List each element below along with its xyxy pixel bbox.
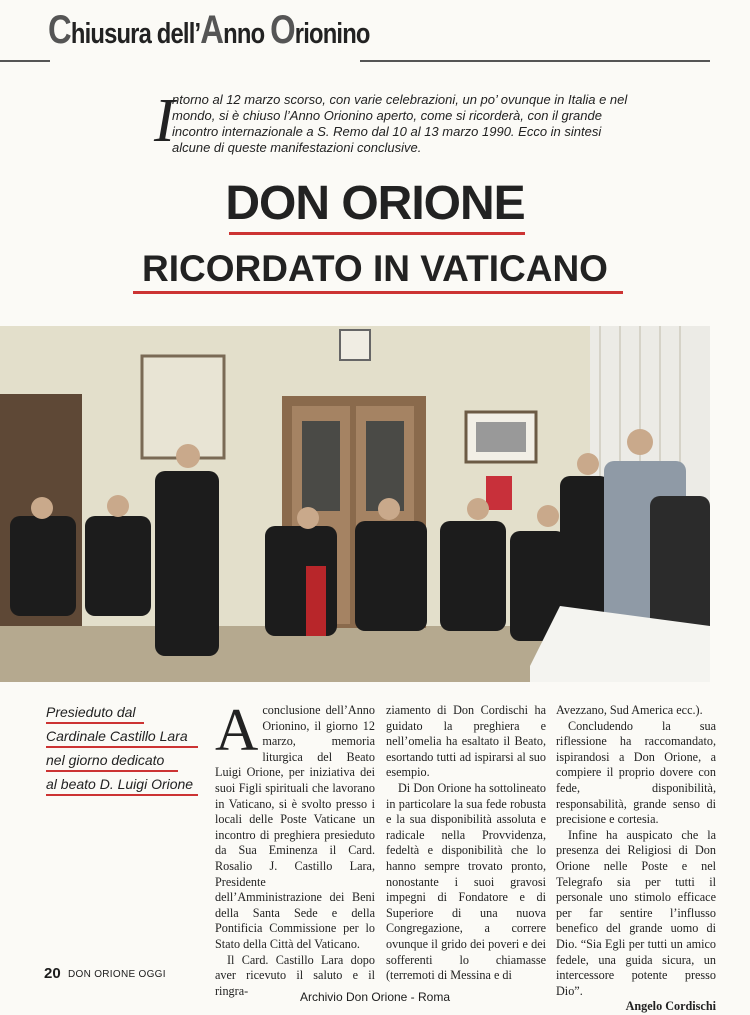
intro-text: ntorno al 12 marzo scorso, con varie celebrazioni, un po’ ovunque in Italia e nel mondo, si è chiuso l’Anno Orionino aperto, come si ricorderà, con il grande incontro internazionale a S. Remo dal 10 al 13 marzo 1990. Ecco in sintesi alcune di queste manifestazioni conclusive. bbox=[172, 92, 628, 155]
article-drop-cap: A bbox=[215, 697, 259, 763]
subheadline: RICORDATO IN VATICANO bbox=[142, 248, 608, 289]
headline: DON ORIONE bbox=[225, 177, 525, 230]
article-column-1 bbox=[215, 697, 375, 999]
publication-name: DON ORIONE OGGI bbox=[68, 969, 166, 980]
caption-underline bbox=[46, 722, 144, 724]
article-paragraph: Infine ha auspicato che la presenza dei Religiosi di Don Orione nelle Poste e nel Telegrafo sia per tutti il personale uno stimolo efficace per far sentire l’influsso benefico del grande uomo di Dio. “Sia Egli per tutti un amico fedele, una guida sicura, un intercessore potente presso Dio”. bbox=[556, 827, 716, 998]
article-paragraph: conclusione dell’Anno Orionino, il giorno 12 marzo, memoria liturgica del Beato Luigi Orione, per iniziativa dei suoi Figli spirituali che lavorano in Vaticano, si è svolto presso i locali delle Poste Vaticane un incontro di preghiera presieduto da Sua Eminenza il Card. Rosalio J. Castillo Lara, Presidente dell’Amministrazione dei Beni della Santa Sede e della Pontificia Commissione per lo Stato della Città del Vaticano. bbox=[215, 703, 375, 951]
article-photo bbox=[0, 326, 710, 682]
caption-line: Cardinale Castillo Lara bbox=[46, 728, 188, 744]
subheadline-underline bbox=[133, 291, 623, 294]
article-paragraph: Avezzano, Sud America ecc.). bbox=[556, 703, 703, 717]
header-rule-right bbox=[360, 60, 710, 62]
article-signature: Angelo Cordischi bbox=[625, 999, 716, 1014]
caption-underline bbox=[46, 794, 198, 796]
article-paragraph: Concludendo la sua riflessione ha raccomandato, ispirandosi a Don Orione, a compiere il proprio dovere con fede, disponibilità, responsabilità, grande senso di precisione e cortesia. bbox=[556, 718, 716, 827]
caption-underline bbox=[46, 770, 178, 772]
photo-clergy-meeting-icon bbox=[0, 326, 710, 682]
section-title: Chiusura dell’Anno Orionino bbox=[48, 8, 370, 52]
article-column-2 bbox=[386, 703, 546, 984]
caption-underline bbox=[46, 746, 198, 748]
article-column-3 bbox=[556, 703, 716, 1015]
caption-line: nel giorno dedicato bbox=[46, 752, 165, 768]
intro-drop-cap: I bbox=[154, 87, 175, 155]
headline-underline bbox=[229, 232, 525, 235]
article-paragraph: Di Don Orione ha sottolineato in particolare la sua fede robusta e la sua disponibilità assoluta e radicale nella Provvidenza, fedeltà e disponibilità che lo hanno sempre trovato pronto, nonostante i suoi gravosi impegni di Fondatore e di Superiore di una nuova Congregazione, a correre ovunque il grido dei poveri e dei sofferenti lo chiamasse (terremoti di Messina e di bbox=[386, 780, 546, 983]
article-paragraph: Il Card. Castillo Lara dopo aver ricevuto il saluto e il ringra- bbox=[215, 952, 375, 998]
caption-line: Presieduto dal bbox=[46, 704, 136, 720]
archive-credit: Archivio Don Orione - Roma bbox=[299, 990, 451, 1004]
article-paragraph: ziamento di Don Cordischi ha guidato la preghiera e nell’omelia ha esaltato il Beato, esortando tutti ad ispirarsi al suo esempio. bbox=[386, 703, 546, 780]
header-rule-left bbox=[0, 60, 50, 62]
caption-line: al beato D. Luigi Orione bbox=[46, 776, 194, 792]
page-number: 20 bbox=[44, 965, 61, 982]
